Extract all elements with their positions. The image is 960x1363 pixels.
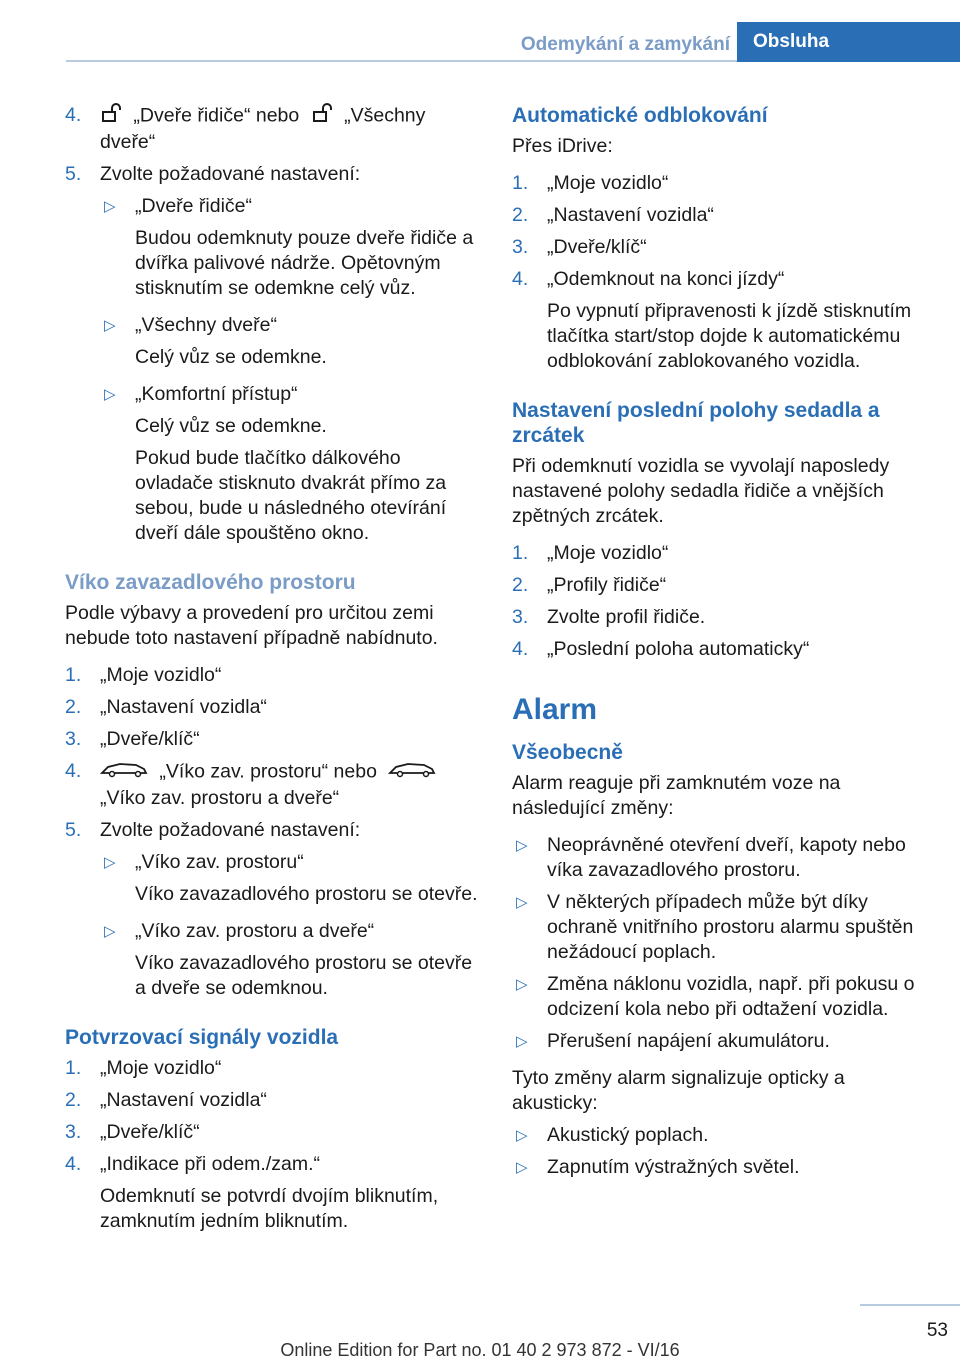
list-item <box>65 1120 479 1145</box>
section-heading: Všeobecně <box>512 741 623 764</box>
section-heading: Víko zavazadlového prostoru <box>65 571 356 594</box>
list-item <box>65 1088 479 1113</box>
list-item <box>65 162 479 546</box>
option-item <box>100 194 479 301</box>
triangle-bullet-icon: ▷ <box>104 317 116 334</box>
list-item-desc: Odemknutí se potvrdí dvojím bliknutím, zamknutím jedním bliknutím. <box>100 1185 439 1232</box>
unlock-icon <box>311 103 333 130</box>
bullet-item <box>512 972 926 1022</box>
list-item <box>512 541 926 566</box>
list-number: 3. <box>65 1121 82 1143</box>
bullet-item <box>512 1123 926 1148</box>
list-item-text: „Poslední poloha automaticky“ <box>547 638 810 660</box>
list-item-text: „Víko zav. prostoru“ nebo <box>159 760 377 783</box>
list-item-desc: Po vypnutí připravenosti k jízdě stisknutím tlačítka start/stop dojde k automatickému odblokování zablokovaného vozidla. <box>547 300 912 372</box>
list-number: 5. <box>65 163 82 185</box>
option-desc: Budou odemknuty pouze dveře řidiče a dvířka palivové nádrže. Opětovným stisknutím se odemkne celý vůz. <box>135 227 474 299</box>
edition-footer: Online Edition for Part no. 01 40 2 973 872 - VI/16 <box>280 1340 680 1360</box>
list-item <box>512 573 926 598</box>
option-item <box>100 850 479 907</box>
list-number: 2. <box>512 204 529 226</box>
list-item-text: „Nastavení vozidla“ <box>100 696 267 718</box>
list-item-text: „Odemknout na konci jízdy“ <box>547 268 785 290</box>
list-item <box>512 171 926 196</box>
triangle-bullet-icon: ▷ <box>516 837 528 854</box>
header-chapter-tab: Obsluha <box>737 22 960 62</box>
list-item <box>65 1152 479 1234</box>
triangle-bullet-icon: ▷ <box>516 1033 528 1050</box>
car-trunk-icon <box>100 759 148 786</box>
chapter-title: Alarm <box>512 693 598 726</box>
section-heading: Automatické odblokování <box>512 104 768 127</box>
list-item-text: „Víko zav. prostoru a dveře“ <box>100 787 340 809</box>
bullet-item <box>512 1155 926 1180</box>
section-intro: Podle výbavy a provedení pro určitou zemi nebude toto nastavení případně nabídnuto. <box>65 602 438 649</box>
section-intro: Alarm reaguje při zamknutém voze na následující změny: <box>512 772 841 819</box>
list-number: 1. <box>512 542 529 564</box>
option-title: „Všechny dveře“ <box>135 314 277 336</box>
section-text: Tyto změny alarm signalizuje opticky a akusticky: <box>512 1067 845 1114</box>
list-number: 3. <box>65 728 82 750</box>
list-item-text: „Dveře/klíč“ <box>100 728 200 750</box>
bullet-item <box>512 833 926 883</box>
option-desc: Celý vůz se odemkne. <box>135 346 327 368</box>
list-number: 4. <box>512 268 529 290</box>
list-number: 1. <box>65 1057 82 1079</box>
triangle-bullet-icon: ▷ <box>516 894 528 911</box>
list-item-text: „Dveře řidiče“ nebo <box>133 104 300 127</box>
list-item <box>65 103 479 155</box>
list-item-text: „Nastavení vozidla“ <box>100 1089 267 1111</box>
list-item <box>65 818 479 1001</box>
list-number: 2. <box>65 1089 82 1111</box>
list-item-text: „Dveře/klíč“ <box>100 1121 200 1143</box>
list-item <box>65 759 479 811</box>
list-number: 2. <box>512 574 529 596</box>
option-desc: Celý vůz se odemkne. <box>135 415 327 437</box>
car-trunk-icon <box>388 759 436 786</box>
option-item <box>100 919 479 1001</box>
list-item-text: „Moje vozidlo“ <box>547 542 669 564</box>
header-section-title: Odemykání a zamykání <box>520 34 730 55</box>
list-number: 4. <box>65 1153 82 1175</box>
list-item-text: „Profily řidiče“ <box>547 574 667 596</box>
list-number: 4. <box>65 760 82 782</box>
triangle-bullet-icon: ▷ <box>104 923 116 940</box>
list-item <box>65 1056 479 1081</box>
list-number: 5. <box>65 819 82 841</box>
left-column <box>65 103 479 1241</box>
list-item <box>512 235 926 260</box>
list-number: 4. <box>512 638 529 660</box>
list-item-text: „Moje vozidlo“ <box>100 1057 222 1079</box>
section-heading: Nastavení poslední polohy sedadla a zrcátek <box>512 399 880 447</box>
bullet-text: Neoprávněné otevření dveří, kapoty nebo víka zavazadlového prostoru. <box>547 834 906 881</box>
list-item-text: „Dveře/klíč“ <box>547 236 647 258</box>
bullet-item <box>512 890 926 965</box>
list-number: 4. <box>65 104 82 126</box>
page-number: 53 <box>926 1320 948 1341</box>
section-heading: Potvrzovací signály vozidla <box>65 1026 339 1049</box>
option-desc: Víko zavazadlového prostoru se otevře. <box>135 883 478 905</box>
bullet-text: Přerušení napájení akumulátoru. <box>547 1030 830 1052</box>
list-item <box>65 663 479 688</box>
triangle-bullet-icon: ▷ <box>104 386 116 403</box>
bullet-text: V některých případech může být díky ochraně vnitřního prostoru alarmu spuštěn nežádoucí poplach. <box>547 891 914 963</box>
option-item <box>100 313 479 370</box>
option-title: „Dveře řidiče“ <box>135 195 253 217</box>
bullet-item <box>512 1029 926 1054</box>
list-item-text: Zvolte požadované nastavení: <box>100 163 361 185</box>
triangle-bullet-icon: ▷ <box>104 854 116 871</box>
option-item <box>100 382 479 546</box>
section-intro: Při odemknutí vozidla se vyvolají naposledy nastavené polohy sedadla řidiče a vnějších zpětných zrcátek. <box>512 455 890 527</box>
list-item <box>512 637 926 662</box>
list-item-text: „Moje vozidlo“ <box>547 172 669 194</box>
triangle-bullet-icon: ▷ <box>516 1159 528 1176</box>
option-title: „Víko zav. prostoru“ <box>135 851 304 873</box>
list-item <box>65 727 479 752</box>
list-item-text: „Všechny dveře“ <box>100 104 426 153</box>
list-item <box>512 267 926 374</box>
list-number: 2. <box>65 696 82 718</box>
list-number: 3. <box>512 606 529 628</box>
list-number: 1. <box>512 172 529 194</box>
list-number: 1. <box>65 664 82 686</box>
footer-rule <box>860 1304 960 1306</box>
triangle-bullet-icon: ▷ <box>104 198 116 215</box>
option-desc: Víko zavazadlového prostoru se otevře a dveře se odemknou. <box>135 952 473 999</box>
list-item-text: Zvolte profil řidiče. <box>547 606 706 628</box>
list-item-text: Zvolte požadované nastavení: <box>100 819 361 841</box>
option-title: „Víko zav. prostoru a dveře“ <box>135 920 375 942</box>
bullet-text: Akustický poplach. <box>547 1124 709 1146</box>
list-item-text: „Moje vozidlo“ <box>100 664 222 686</box>
list-item <box>512 203 926 228</box>
bullet-text: Zapnutím výstražných světel. <box>547 1156 800 1178</box>
option-title: „Komfortní přístup“ <box>135 383 298 405</box>
list-item <box>65 695 479 720</box>
triangle-bullet-icon: ▷ <box>516 1127 528 1144</box>
bullet-text: Změna náklonu vozidla, např. při pokusu o odcizení kola nebo při odtažení vozidla. <box>547 973 915 1020</box>
right-column <box>512 103 926 1180</box>
option-desc: Pokud bude tlačítko dálkového ovladače stisknuto dvakrát přímo za sebou, bude u následného otevírání dveří dále spouštěno okno. <box>135 447 447 544</box>
list-item <box>512 605 926 630</box>
triangle-bullet-icon: ▷ <box>516 976 528 993</box>
list-item-text: „Nastavení vozidla“ <box>547 204 714 226</box>
list-item-text: „Indikace při odem./zam.“ <box>100 1153 320 1175</box>
section-intro: Přes iDrive: <box>512 135 613 157</box>
unlock-icon <box>100 103 122 130</box>
list-number: 3. <box>512 236 529 258</box>
